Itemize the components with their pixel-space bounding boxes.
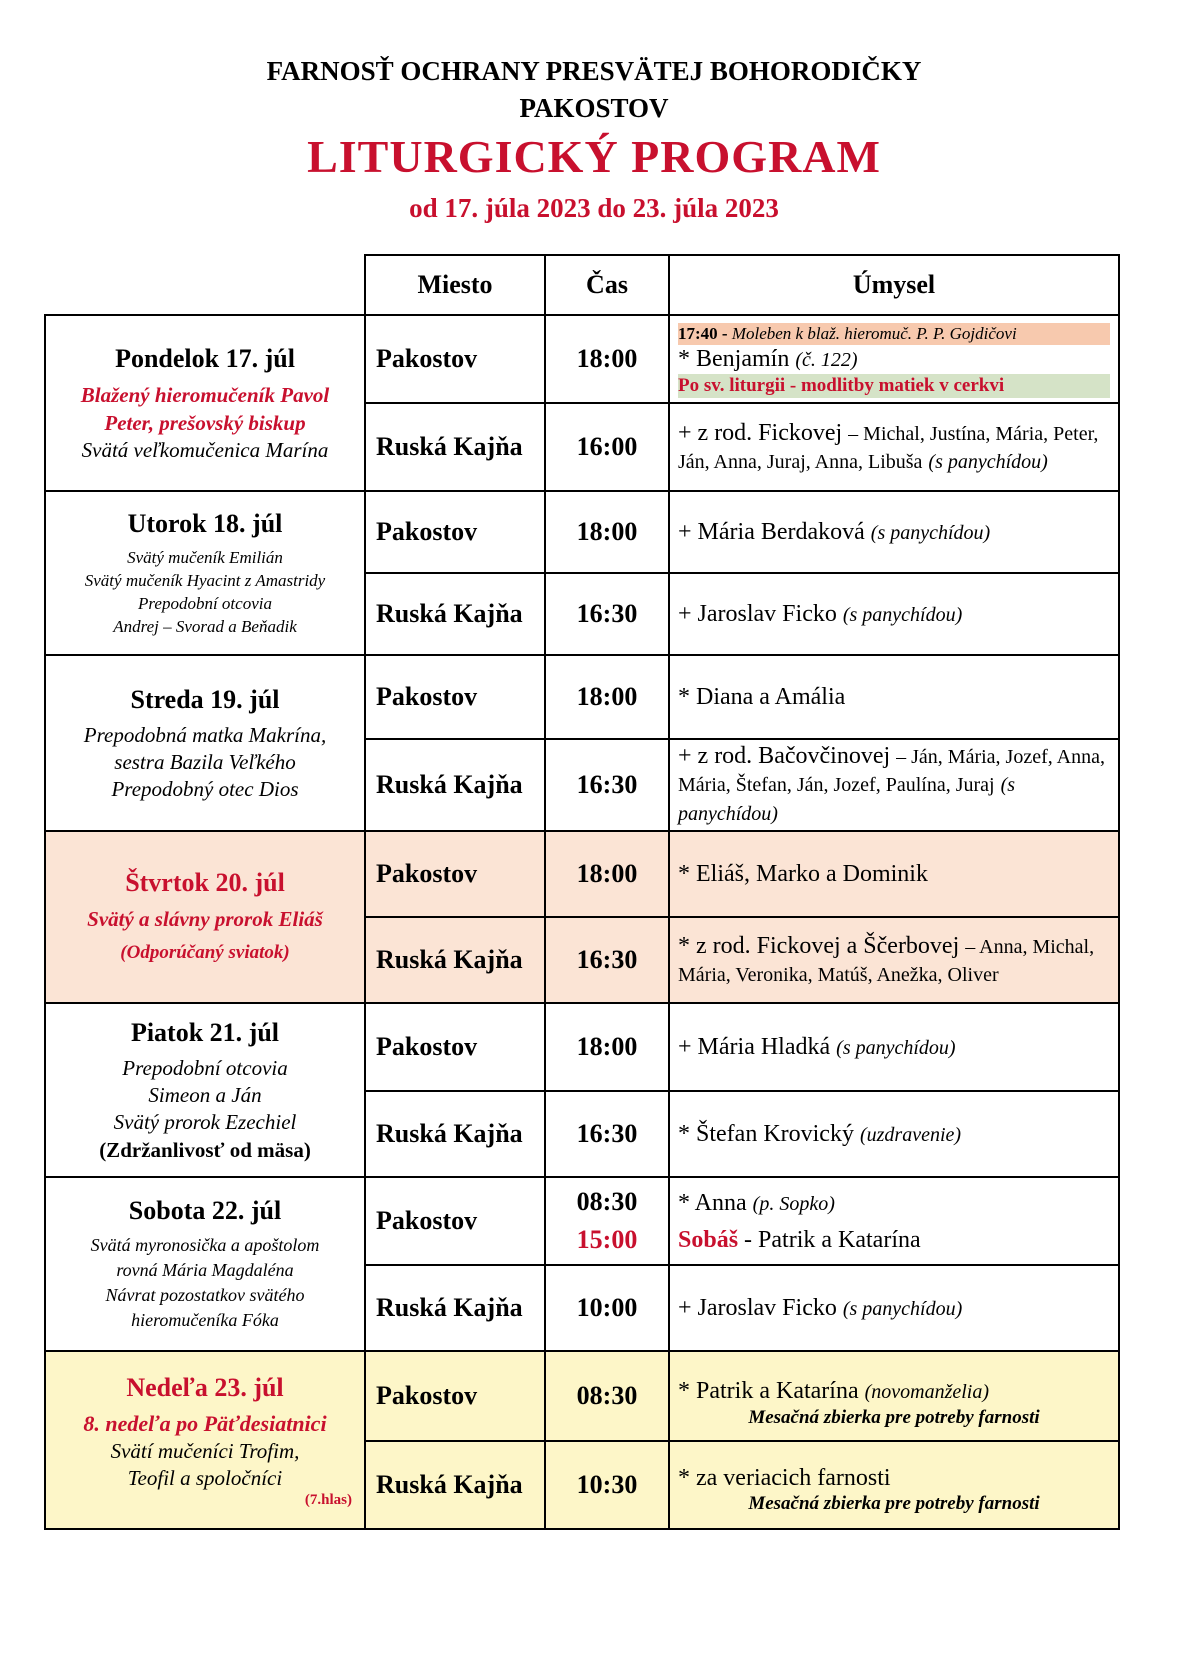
feast-line: Peter, prešovský biskup xyxy=(104,410,306,435)
intention-cell xyxy=(669,491,1119,573)
day-title: Utorok 18. júl xyxy=(127,509,283,538)
table-row xyxy=(45,1351,1119,1441)
intention-cell xyxy=(669,739,1119,831)
feast-line: Svätý a slávny prorok Eliáš xyxy=(87,907,323,931)
day-title: Pondelok 17. júl xyxy=(115,343,295,373)
time-cell: 16:30 xyxy=(545,739,669,831)
intention-cell xyxy=(669,1265,1119,1351)
intention-note: (uzdravenie) xyxy=(859,1123,962,1146)
day-cell-friday xyxy=(45,1003,365,1177)
saint-line: rovná Mária Magdaléna xyxy=(116,1260,294,1280)
time-cell: 16:30 xyxy=(545,1091,669,1177)
day-title: Štvrtok 20. júl xyxy=(125,868,285,897)
time-cell: 18:00 xyxy=(545,831,669,917)
time-cell: 10:30 xyxy=(545,1441,669,1529)
place-cell: Ruská Kajňa xyxy=(365,573,545,655)
saint-line: Prepodobná matka Makrína, xyxy=(83,722,327,747)
time-cell: 16:00 xyxy=(545,403,669,491)
intention-cell xyxy=(669,917,1119,1003)
time-cell xyxy=(545,1177,669,1265)
column-header-row xyxy=(45,255,1119,315)
time-cell: 16:30 xyxy=(545,573,669,655)
day-cell-tuesday xyxy=(45,491,365,655)
intention-note: (s panychídou) xyxy=(928,450,1048,473)
wedding-time: 15:00 xyxy=(576,1225,638,1254)
saint-line: Svätá veľkomučenica Marína xyxy=(81,437,329,462)
time-value: 08:30 xyxy=(576,1187,638,1216)
day-cell-monday xyxy=(45,315,365,491)
saint-line: Svätý mučeník Emilián xyxy=(127,548,283,567)
fasting-note: (Zdržanlivosť od mäsa) xyxy=(99,1137,311,1162)
blank-corner xyxy=(45,255,365,315)
feast-note: (Odporúčaný sviatok) xyxy=(120,942,290,963)
moleben-note: 17:40 - Moleben k blaž. hieromuč. P. P. Gojdičovi xyxy=(678,323,1110,345)
time-cell: 18:00 xyxy=(545,655,669,739)
feast-line: 8. nedeľa po Päťdesiatnici xyxy=(83,1410,327,1436)
place-cell: Pakostov xyxy=(365,1177,545,1265)
time-cell: 16:30 xyxy=(545,917,669,1003)
intention-cell xyxy=(669,573,1119,655)
saint-line: sestra Bazila Veľkého xyxy=(114,749,296,774)
intention-cell xyxy=(669,1351,1119,1441)
intention-main: * Benjamín xyxy=(678,345,790,372)
intention-cell xyxy=(669,1091,1119,1177)
intention-main: + Mária Hladká xyxy=(678,1033,831,1060)
intention-cell xyxy=(669,1441,1119,1529)
saint-line: Návrat pozostatkov svätého xyxy=(105,1285,305,1305)
after-liturgy-note: Po sv. liturgii - modlitby matiek v cerkvi xyxy=(678,374,1110,398)
page-title: LITURGICKÝ PROGRAM xyxy=(307,131,881,182)
place-cell: Ruská Kajňa xyxy=(365,1091,545,1177)
place-cell: Pakostov xyxy=(365,1351,545,1441)
parish-place: PAKOSTOV xyxy=(519,93,669,123)
day-cell-sunday xyxy=(45,1351,365,1529)
saint-line: Svätá myronosička a apoštolom xyxy=(90,1235,320,1255)
intention-note: (s panychídou) xyxy=(870,521,991,544)
feast-line: Blažený hieromučeník Pavol xyxy=(80,382,330,407)
day-title: Piatok 21. júl xyxy=(130,1017,280,1047)
intention-cell xyxy=(669,1003,1119,1091)
intention-note: (s panychídou) xyxy=(678,774,1016,825)
table-row xyxy=(45,831,1119,917)
time-cell: 18:00 xyxy=(545,491,669,573)
intention-names: – Michal, Justína, Mária, Peter, Ján, Anna, Juraj, Anna, Libuša xyxy=(678,422,1099,473)
collection-note: Mesačná zbierka pre potreby farnosti xyxy=(748,1493,1040,1514)
intention-note: (s panychídou) xyxy=(842,603,963,626)
tone-label: (7.hlas) xyxy=(304,1491,352,1508)
intention-main: + z rod. Bačovčinovej xyxy=(678,743,891,769)
intention-main: * za veriacich farnosti xyxy=(678,1465,891,1491)
intention-note: (p. Sopko) xyxy=(752,1192,835,1215)
wedding-couple: - Patrik a Katarína xyxy=(738,1226,921,1253)
intention-main: * Štefan Krovický xyxy=(678,1120,854,1147)
saint-line: Svätý mučeník Hyacint z Amastridy xyxy=(84,571,326,590)
place-cell: Ruská Kajňa xyxy=(365,403,545,491)
intention-main: * Patrik a Katarína xyxy=(678,1377,859,1404)
place-cell: Ruská Kajňa xyxy=(365,739,545,831)
day-title: Nedeľa 23. júl xyxy=(126,1372,284,1402)
wedding-label: Sobáš xyxy=(678,1226,739,1253)
time-cell: 18:00 xyxy=(545,315,669,403)
parish-name: FARNOSŤ OCHRANY PRESVÄTEJ BOHORODIČKY xyxy=(266,56,922,86)
column-time: Čas xyxy=(545,255,669,315)
saint-line: Teofil a spoločníci xyxy=(127,1465,283,1490)
intention-note: (č. 122) xyxy=(795,348,858,371)
table-row xyxy=(45,1177,1119,1265)
place-cell: Pakostov xyxy=(365,655,545,739)
time-cell: 08:30 xyxy=(545,1351,669,1441)
place-cell: Pakostov xyxy=(365,315,545,403)
collection-note: Mesačná zbierka pre potreby farnosti xyxy=(748,1406,1040,1428)
intention-cell xyxy=(669,655,1119,739)
table-row xyxy=(45,1003,1119,1091)
intention-main: + Jaroslav Ficko xyxy=(678,600,837,627)
time-cell: 18:00 xyxy=(545,1003,669,1091)
column-place: Miesto xyxy=(365,255,545,315)
intention-note: (s panychídou) xyxy=(836,1036,956,1059)
intention-main: * z rod. Fickovej a Ščerbovej xyxy=(678,933,960,959)
place-cell: Ruská Kajňa xyxy=(365,917,545,1003)
table-row xyxy=(45,655,1119,739)
day-cell-saturday xyxy=(45,1177,365,1351)
day-title: Sobota 22. júl xyxy=(128,1196,282,1225)
schedule-table xyxy=(44,254,1120,1530)
intention-main: * Anna xyxy=(678,1189,747,1216)
saint-line: Svätý prorok Ezechiel xyxy=(113,1109,297,1134)
saint-line: hieromučeníka Fóka xyxy=(131,1310,279,1330)
intention-main: + Jaroslav Ficko xyxy=(678,1294,837,1321)
intention-main: * Eliáš, Marko a Dominik xyxy=(678,861,928,887)
day-cell-thursday xyxy=(45,831,365,1003)
intention-names: – Anna, Michal, Mária, Veronika, Matúš, Anežka, Oliver xyxy=(678,936,1095,986)
saint-line: Prepodobný otec Dios xyxy=(111,776,299,801)
place-cell: Ruská Kajňa xyxy=(365,1441,545,1529)
day-title: Streda 19. júl xyxy=(130,684,280,714)
time-cell: 10:00 xyxy=(545,1265,669,1351)
saint-line: Prepodobní otcovia xyxy=(138,594,272,613)
place-cell: Ruská Kajňa xyxy=(365,1265,545,1351)
day-cell-wednesday xyxy=(45,655,365,831)
intention-cell xyxy=(669,1177,1119,1265)
intention-names: – Ján, Mária, Jozef, Anna, Mária, Štefan, Ján, Jozef, Paulína, Juraj xyxy=(678,746,1105,796)
intention-main: + z rod. Fickovej xyxy=(678,419,843,446)
intention-main: * Diana a Amália xyxy=(678,684,846,710)
table-row xyxy=(45,491,1119,573)
saint-line: Prepodobní otcovia xyxy=(122,1055,288,1080)
intention-main: + Mária Berdaková xyxy=(678,518,865,545)
intention-note: (s panychídou) xyxy=(842,1297,963,1320)
date-range: od 17. júla 2023 do 23. júla 2023 xyxy=(409,193,779,223)
place-cell: Pakostov xyxy=(365,1003,545,1091)
intention-cell xyxy=(669,403,1119,491)
saint-line: Simeon a Ján xyxy=(148,1082,262,1107)
column-intention: Úmysel xyxy=(669,255,1119,315)
table-row xyxy=(45,315,1119,403)
intention-note: (novomanželia) xyxy=(864,1380,990,1403)
saint-line: Svätí mučeníci Trofim, xyxy=(110,1438,300,1463)
place-cell: Pakostov xyxy=(365,831,545,917)
intention-cell xyxy=(669,315,1119,403)
place-cell: Pakostov xyxy=(365,491,545,573)
intention-cell xyxy=(669,831,1119,917)
saint-line: Andrej – Svorad a Beňadik xyxy=(113,617,297,636)
